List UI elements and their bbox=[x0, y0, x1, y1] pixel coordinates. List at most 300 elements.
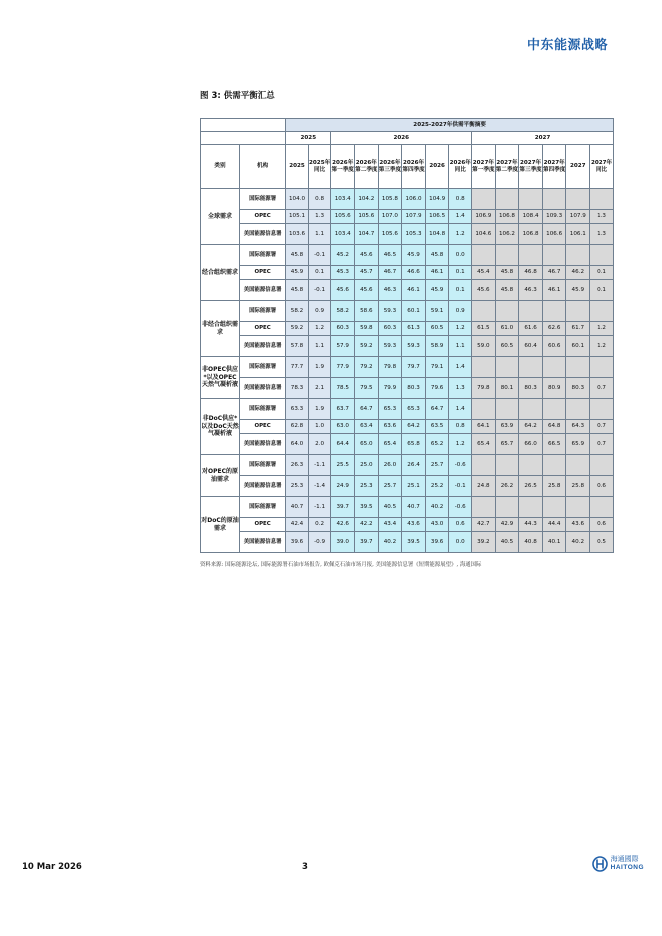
value-cell: 45.4 bbox=[472, 266, 496, 280]
value-cell: 65.3 bbox=[402, 399, 426, 420]
org-cell: OPEC bbox=[240, 210, 286, 224]
value-cell: 0.1 bbox=[449, 280, 472, 301]
value-cell: 80.3 bbox=[402, 378, 426, 399]
value-cell: 2.1 bbox=[308, 378, 331, 399]
value-cell: 42.6 bbox=[331, 518, 355, 532]
value-cell: 59.3 bbox=[378, 301, 402, 322]
value-cell: 65.7 bbox=[495, 434, 519, 455]
value-cell bbox=[519, 245, 543, 266]
value-cell bbox=[590, 399, 614, 420]
value-cell bbox=[495, 497, 519, 518]
column-subheader: 2025年同比 bbox=[308, 145, 331, 189]
value-cell: 1.2 bbox=[449, 434, 472, 455]
value-cell: 80.3 bbox=[519, 378, 543, 399]
org-cell: 国际能源署 bbox=[240, 455, 286, 476]
value-cell: 1.3 bbox=[590, 224, 614, 245]
value-cell: 1.4 bbox=[449, 399, 472, 420]
value-cell: 0.8 bbox=[308, 189, 331, 210]
value-cell: 79.1 bbox=[425, 357, 449, 378]
value-cell: 0.1 bbox=[590, 280, 614, 301]
value-cell: 0.8 bbox=[449, 420, 472, 434]
value-cell: 25.5 bbox=[331, 455, 355, 476]
value-cell: 65.3 bbox=[378, 399, 402, 420]
value-cell: 1.1 bbox=[308, 224, 331, 245]
value-cell: 25.3 bbox=[355, 476, 379, 497]
value-cell: 66.0 bbox=[519, 434, 543, 455]
value-cell: 45.8 bbox=[425, 245, 449, 266]
value-cell: -1.1 bbox=[308, 497, 331, 518]
value-cell: 61.0 bbox=[495, 322, 519, 336]
value-cell: 24.9 bbox=[331, 476, 355, 497]
value-cell: 0.7 bbox=[590, 378, 614, 399]
value-cell: 80.1 bbox=[495, 378, 519, 399]
value-cell: 26.0 bbox=[378, 455, 402, 476]
table-row bbox=[201, 476, 614, 497]
value-cell: 39.2 bbox=[472, 532, 496, 553]
value-cell: 79.2 bbox=[355, 357, 379, 378]
value-cell bbox=[519, 497, 543, 518]
value-cell: 1.0 bbox=[308, 420, 331, 434]
value-cell: 0.7 bbox=[590, 420, 614, 434]
value-cell: 109.3 bbox=[542, 210, 566, 224]
value-cell: -0.9 bbox=[308, 532, 331, 553]
value-cell: 40.5 bbox=[378, 497, 402, 518]
value-cell: 105.6 bbox=[331, 210, 355, 224]
value-cell: 106.8 bbox=[495, 210, 519, 224]
column-subheader: 2027年第二季度 bbox=[495, 145, 519, 189]
value-cell: 45.6 bbox=[331, 280, 355, 301]
value-cell: 65.4 bbox=[472, 434, 496, 455]
value-cell: 65.8 bbox=[402, 434, 426, 455]
value-cell: 43.6 bbox=[566, 518, 590, 532]
value-cell: 25.1 bbox=[402, 476, 426, 497]
value-cell: 46.1 bbox=[542, 280, 566, 301]
value-cell: 79.8 bbox=[378, 357, 402, 378]
value-cell: 60.4 bbox=[519, 336, 543, 357]
value-cell: 58.2 bbox=[331, 301, 355, 322]
value-cell: 42.4 bbox=[286, 518, 309, 532]
value-cell: 63.4 bbox=[355, 420, 379, 434]
value-cell: 25.8 bbox=[542, 476, 566, 497]
value-cell: 0.7 bbox=[590, 434, 614, 455]
column-subheader: 2027年第三季度 bbox=[519, 145, 543, 189]
source-note: 资料来源: 国际能源论坛, 国际能源署石油市场报告, 欧佩克石油市场月报, 美国能源信息署《短期能源展望》, 海通国际 bbox=[200, 562, 482, 568]
value-cell: 79.6 bbox=[425, 378, 449, 399]
value-cell: 62.6 bbox=[542, 322, 566, 336]
value-cell: -0.1 bbox=[308, 280, 331, 301]
value-cell: 64.8 bbox=[542, 420, 566, 434]
table-row bbox=[201, 245, 614, 266]
value-cell: 46.1 bbox=[402, 280, 426, 301]
value-cell: 79.9 bbox=[378, 378, 402, 399]
value-cell: 77.7 bbox=[286, 357, 309, 378]
page-number: 3 bbox=[302, 862, 308, 872]
value-cell: 106.6 bbox=[542, 224, 566, 245]
value-cell: 58.9 bbox=[425, 336, 449, 357]
footer-date: 10 Mar 2026 bbox=[22, 862, 82, 872]
org-cell: OPEC bbox=[240, 322, 286, 336]
column-subheader: 2027年第一季度 bbox=[472, 145, 496, 189]
value-cell bbox=[495, 301, 519, 322]
value-cell: 58.2 bbox=[286, 301, 309, 322]
col-org-header: 机构 bbox=[240, 145, 286, 189]
value-cell: -0.6 bbox=[449, 455, 472, 476]
value-cell: 46.7 bbox=[542, 266, 566, 280]
value-cell bbox=[542, 189, 566, 210]
value-cell: 46.6 bbox=[402, 266, 426, 280]
table-row bbox=[201, 224, 614, 245]
year-header-2025: 2025 bbox=[286, 132, 331, 145]
org-cell: 美国能源信息署 bbox=[240, 532, 286, 553]
value-cell bbox=[590, 301, 614, 322]
value-cell: 106.8 bbox=[519, 224, 543, 245]
value-cell: 65.4 bbox=[378, 434, 402, 455]
category-cell: 非DoC供应*以及DoC天然气凝析液 bbox=[201, 399, 240, 455]
value-cell: 64.1 bbox=[472, 420, 496, 434]
org-cell: 国际能源署 bbox=[240, 399, 286, 420]
value-cell: 104.2 bbox=[355, 189, 379, 210]
value-cell: -0.1 bbox=[449, 476, 472, 497]
value-cell: 63.7 bbox=[331, 399, 355, 420]
table-row bbox=[201, 420, 614, 434]
value-cell: 60.1 bbox=[566, 336, 590, 357]
column-subheader: 2026年第二季度 bbox=[355, 145, 379, 189]
value-cell bbox=[495, 357, 519, 378]
value-cell: 104.8 bbox=[425, 224, 449, 245]
org-cell: 美国能源信息署 bbox=[240, 224, 286, 245]
header-blank bbox=[201, 132, 286, 145]
value-cell bbox=[472, 357, 496, 378]
value-cell: 103.6 bbox=[286, 224, 309, 245]
table-super-header: 2025-2027年供需平衡摘要 bbox=[286, 119, 614, 132]
year-header-2027: 2027 bbox=[472, 132, 614, 145]
column-subheader: 2027年同比 bbox=[590, 145, 614, 189]
value-cell: 40.8 bbox=[519, 532, 543, 553]
value-cell: 0.6 bbox=[590, 476, 614, 497]
value-cell: 59.1 bbox=[425, 301, 449, 322]
value-cell: 43.6 bbox=[402, 518, 426, 532]
value-cell: 39.7 bbox=[355, 532, 379, 553]
column-subheader: 2025 bbox=[286, 145, 309, 189]
table-row bbox=[201, 336, 614, 357]
value-cell: 1.3 bbox=[308, 210, 331, 224]
value-cell: 79.8 bbox=[472, 378, 496, 399]
value-cell: 59.8 bbox=[355, 322, 379, 336]
column-subheader: 2026年同比 bbox=[449, 145, 472, 189]
value-cell: -1.4 bbox=[308, 476, 331, 497]
value-cell: 1.4 bbox=[449, 210, 472, 224]
value-cell: 103.4 bbox=[331, 224, 355, 245]
value-cell: 103.4 bbox=[331, 189, 355, 210]
value-cell: 104.7 bbox=[355, 224, 379, 245]
value-cell: 45.9 bbox=[402, 245, 426, 266]
brand-title: 中东能源战略 bbox=[526, 38, 608, 53]
value-cell: 66.5 bbox=[542, 434, 566, 455]
value-cell: 0.0 bbox=[449, 532, 472, 553]
logo-text-cn: 海通國際 bbox=[610, 856, 639, 863]
org-cell: 国际能源署 bbox=[240, 245, 286, 266]
value-cell: 25.7 bbox=[378, 476, 402, 497]
value-cell: 26.5 bbox=[519, 476, 543, 497]
value-cell: 77.9 bbox=[331, 357, 355, 378]
value-cell: 59.3 bbox=[378, 336, 402, 357]
value-cell: 106.5 bbox=[425, 210, 449, 224]
value-cell: 60.3 bbox=[378, 322, 402, 336]
value-cell bbox=[495, 245, 519, 266]
value-cell: 25.2 bbox=[425, 476, 449, 497]
table-row bbox=[201, 210, 614, 224]
value-cell: 104.6 bbox=[472, 224, 496, 245]
value-cell: 64.2 bbox=[402, 420, 426, 434]
value-cell: 58.6 bbox=[355, 301, 379, 322]
value-cell: 45.2 bbox=[331, 245, 355, 266]
value-cell: 61.6 bbox=[519, 322, 543, 336]
value-cell: 44.3 bbox=[519, 518, 543, 532]
org-cell: 国际能源署 bbox=[240, 497, 286, 518]
value-cell: 25.3 bbox=[286, 476, 309, 497]
value-cell: 60.6 bbox=[542, 336, 566, 357]
value-cell bbox=[495, 455, 519, 476]
value-cell: 106.1 bbox=[566, 224, 590, 245]
org-cell: 美国能源信息署 bbox=[240, 378, 286, 399]
value-cell: 39.7 bbox=[331, 497, 355, 518]
value-cell bbox=[519, 455, 543, 476]
category-cell: 对OPEC的原油需求 bbox=[201, 455, 240, 497]
table-row bbox=[201, 399, 614, 420]
org-cell: 美国能源信息署 bbox=[240, 336, 286, 357]
value-cell bbox=[542, 497, 566, 518]
value-cell bbox=[566, 399, 590, 420]
value-cell: 46.5 bbox=[378, 245, 402, 266]
table-row bbox=[201, 266, 614, 280]
value-cell: 45.6 bbox=[355, 280, 379, 301]
org-cell: 美国能源信息署 bbox=[240, 476, 286, 497]
category-cell: 全球需求 bbox=[201, 189, 240, 245]
value-cell: 45.8 bbox=[495, 280, 519, 301]
value-cell: 40.5 bbox=[495, 532, 519, 553]
value-cell bbox=[566, 189, 590, 210]
value-cell bbox=[472, 455, 496, 476]
value-cell: 45.9 bbox=[286, 266, 309, 280]
value-cell: 1.9 bbox=[308, 357, 331, 378]
value-cell: 40.7 bbox=[402, 497, 426, 518]
value-cell: 104.0 bbox=[286, 189, 309, 210]
value-cell: 39.6 bbox=[286, 532, 309, 553]
column-subheader: 2027 bbox=[566, 145, 590, 189]
value-cell bbox=[472, 301, 496, 322]
value-cell: 106.9 bbox=[472, 210, 496, 224]
org-cell: OPEC bbox=[240, 420, 286, 434]
value-cell: 1.9 bbox=[308, 399, 331, 420]
value-cell: 63.5 bbox=[425, 420, 449, 434]
value-cell bbox=[519, 357, 543, 378]
value-cell: 59.2 bbox=[286, 322, 309, 336]
column-subheader: 2026 bbox=[425, 145, 449, 189]
value-cell: 26.3 bbox=[286, 455, 309, 476]
value-cell: 62.8 bbox=[286, 420, 309, 434]
value-cell bbox=[590, 357, 614, 378]
value-cell: 64.4 bbox=[331, 434, 355, 455]
value-cell: 65.9 bbox=[566, 434, 590, 455]
value-cell: 59.3 bbox=[402, 336, 426, 357]
value-cell: 40.7 bbox=[286, 497, 309, 518]
value-cell: 105.6 bbox=[355, 210, 379, 224]
value-cell: 25.0 bbox=[355, 455, 379, 476]
value-cell bbox=[542, 357, 566, 378]
value-cell: 57.9 bbox=[331, 336, 355, 357]
org-cell: OPEC bbox=[240, 266, 286, 280]
value-cell bbox=[590, 455, 614, 476]
value-cell: 80.9 bbox=[542, 378, 566, 399]
col-category-header: 类别 bbox=[201, 145, 240, 189]
value-cell bbox=[472, 189, 496, 210]
value-cell: 1.2 bbox=[590, 336, 614, 357]
value-cell: 65.0 bbox=[355, 434, 379, 455]
value-cell: 60.5 bbox=[495, 336, 519, 357]
value-cell: 43.0 bbox=[425, 518, 449, 532]
table-row bbox=[201, 434, 614, 455]
value-cell: 0.9 bbox=[449, 301, 472, 322]
column-subheader: 2026年第一季度 bbox=[331, 145, 355, 189]
value-cell: 105.6 bbox=[378, 224, 402, 245]
value-cell: 45.8 bbox=[286, 280, 309, 301]
value-cell: 26.2 bbox=[495, 476, 519, 497]
value-cell: 25.7 bbox=[425, 455, 449, 476]
value-cell: 1.3 bbox=[590, 210, 614, 224]
value-cell: 45.9 bbox=[425, 280, 449, 301]
org-cell: 国际能源署 bbox=[240, 301, 286, 322]
value-cell: 0.5 bbox=[590, 532, 614, 553]
value-cell: 80.3 bbox=[566, 378, 590, 399]
value-cell bbox=[472, 399, 496, 420]
value-cell bbox=[542, 455, 566, 476]
supply-demand-table bbox=[200, 118, 614, 553]
value-cell: 0.0 bbox=[449, 245, 472, 266]
value-cell: 46.3 bbox=[519, 280, 543, 301]
value-cell bbox=[566, 357, 590, 378]
header-blank bbox=[201, 119, 286, 132]
table-row bbox=[201, 518, 614, 532]
table-row bbox=[201, 280, 614, 301]
value-cell: 40.2 bbox=[566, 532, 590, 553]
value-cell: 44.4 bbox=[542, 518, 566, 532]
value-cell: 64.7 bbox=[355, 399, 379, 420]
value-cell: 59.2 bbox=[355, 336, 379, 357]
value-cell: 64.3 bbox=[566, 420, 590, 434]
value-cell: 46.8 bbox=[519, 266, 543, 280]
org-cell: 美国能源信息署 bbox=[240, 280, 286, 301]
value-cell bbox=[542, 301, 566, 322]
value-cell bbox=[566, 455, 590, 476]
value-cell bbox=[566, 245, 590, 266]
value-cell: 46.1 bbox=[425, 266, 449, 280]
value-cell: 0.6 bbox=[449, 518, 472, 532]
value-cell: 45.6 bbox=[472, 280, 496, 301]
value-cell: 105.8 bbox=[378, 189, 402, 210]
value-cell bbox=[519, 301, 543, 322]
org-cell: OPEC bbox=[240, 518, 286, 532]
value-cell: 63.9 bbox=[495, 420, 519, 434]
haitong-logo-icon bbox=[592, 856, 608, 872]
value-cell: 60.1 bbox=[402, 301, 426, 322]
value-cell: 107.9 bbox=[566, 210, 590, 224]
value-cell: 106.0 bbox=[402, 189, 426, 210]
value-cell bbox=[542, 399, 566, 420]
category-cell: 非经合组织需求 bbox=[201, 301, 240, 357]
value-cell: 42.7 bbox=[472, 518, 496, 532]
value-cell: 1.1 bbox=[308, 336, 331, 357]
value-cell: 2.0 bbox=[308, 434, 331, 455]
value-cell: 79.7 bbox=[402, 357, 426, 378]
value-cell: 39.6 bbox=[425, 532, 449, 553]
value-cell: 65.2 bbox=[425, 434, 449, 455]
value-cell: 0.1 bbox=[308, 266, 331, 280]
value-cell: 43.4 bbox=[378, 518, 402, 532]
table-row bbox=[201, 378, 614, 399]
value-cell: 61.7 bbox=[566, 322, 590, 336]
table-row bbox=[201, 301, 614, 322]
value-cell: 57.8 bbox=[286, 336, 309, 357]
value-cell bbox=[495, 399, 519, 420]
value-cell: 63.6 bbox=[378, 420, 402, 434]
org-cell: 国际能源署 bbox=[240, 357, 286, 378]
value-cell: 1.2 bbox=[590, 322, 614, 336]
value-cell: 79.5 bbox=[355, 378, 379, 399]
value-cell bbox=[519, 189, 543, 210]
table-row bbox=[201, 189, 614, 210]
value-cell: 45.7 bbox=[355, 266, 379, 280]
figure-title: 图 3: 供需平衡汇总 bbox=[200, 91, 275, 101]
value-cell: 39.5 bbox=[402, 532, 426, 553]
value-cell: 61.3 bbox=[402, 322, 426, 336]
value-cell: 1.1 bbox=[449, 336, 472, 357]
value-cell: 39.5 bbox=[355, 497, 379, 518]
value-cell bbox=[590, 189, 614, 210]
value-cell: 61.5 bbox=[472, 322, 496, 336]
value-cell bbox=[566, 301, 590, 322]
value-cell: 78.5 bbox=[331, 378, 355, 399]
value-cell: 42.9 bbox=[495, 518, 519, 532]
table-row bbox=[201, 322, 614, 336]
value-cell: 0.2 bbox=[308, 518, 331, 532]
value-cell: 107.9 bbox=[402, 210, 426, 224]
value-cell: 60.5 bbox=[425, 322, 449, 336]
category-cell: 对DoC的原油需求 bbox=[201, 497, 240, 553]
value-cell: 24.8 bbox=[472, 476, 496, 497]
value-cell: 1.2 bbox=[449, 224, 472, 245]
haitong-logo bbox=[592, 856, 644, 872]
logo-text-en: HAITONG bbox=[610, 864, 644, 871]
value-cell: 39.0 bbox=[331, 532, 355, 553]
value-cell: -0.6 bbox=[449, 497, 472, 518]
value-cell: 59.0 bbox=[472, 336, 496, 357]
column-subheader: 2026年第四季度 bbox=[402, 145, 426, 189]
value-cell: 1.2 bbox=[449, 322, 472, 336]
org-cell: 美国能源信息署 bbox=[240, 434, 286, 455]
value-cell: 46.2 bbox=[566, 266, 590, 280]
table-row bbox=[201, 357, 614, 378]
value-cell: 105.1 bbox=[286, 210, 309, 224]
value-cell: 64.0 bbox=[286, 434, 309, 455]
column-subheader: 2027年第四季度 bbox=[542, 145, 566, 189]
value-cell bbox=[495, 189, 519, 210]
value-cell: 45.8 bbox=[495, 266, 519, 280]
value-cell: 106.2 bbox=[495, 224, 519, 245]
value-cell: 0.1 bbox=[590, 266, 614, 280]
value-cell: 40.2 bbox=[425, 497, 449, 518]
value-cell: 107.0 bbox=[378, 210, 402, 224]
value-cell: 108.4 bbox=[519, 210, 543, 224]
